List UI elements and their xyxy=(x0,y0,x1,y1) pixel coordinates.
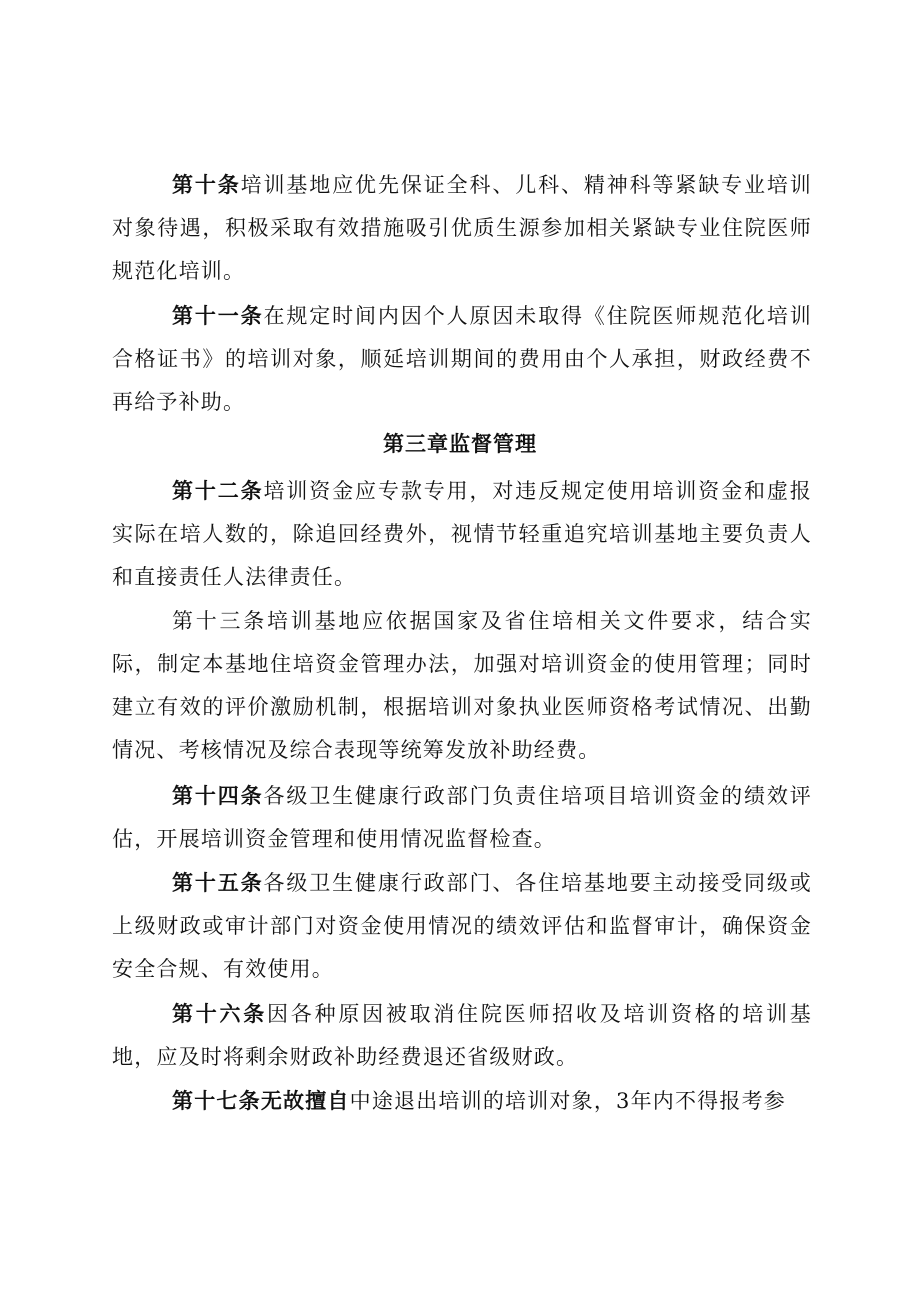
article-13-paragraph xyxy=(112,600,812,772)
article-14-heading: 第十四条 xyxy=(172,784,264,808)
article-15-text: 各级卫生健康行政部门、各住培基地要主动接受同级或上级财政或审计部门对资金使用情况的绩效评估和监督审计，确保资金安全合规、有效使用。 xyxy=(112,871,812,981)
article-17-paragraph xyxy=(112,1080,812,1123)
article-11-text: 在规定时间内因个人原因未取得《住院医师规范化培训合格证书》的培训对象，顺延培训期间的费用由个人承担，财政经费不再给予补助。 xyxy=(112,304,812,414)
article-17-heading: 第十七条 xyxy=(172,1089,261,1113)
article-16-text: 因各种原因被取消住院医师招收及培训资格的培训基地，应及时将剩余财政补助经费退还省级财政。 xyxy=(112,1002,812,1069)
article-12-paragraph xyxy=(112,470,812,599)
article-17-bold-text: 无故擅自 xyxy=(260,1089,350,1113)
article-12-text: 培训资金应专款专用，对违反规定使用培训资金和虚报实际在培人数的，除追回经费外，视情节轻重追究培训基地主要负责人和直接责任人法律责任。 xyxy=(112,479,812,589)
article-17-text: 中途退出培训的培训对象，3年内不得报考参 xyxy=(349,1089,786,1113)
article-11-heading: 第十一条 xyxy=(172,304,264,328)
article-13-text: 培训基地应依据国家及省住培相关文件要求，结合实际，制定本基地住培资金管理办法，加强对培训资金的使用管理；同时建立有效的评价激励机制，根据培训对象执业医师资格考试情况、出勤情况、考核情况及综合表现等统筹发放补助经费。 xyxy=(112,609,812,762)
article-10-text: 培训基地应优先保证全科、儿科、精神科等紧缺专业培训对象待遇，积极采取有效措施吸引优质生源参加相关紧缺专业住院医师规范化培训。 xyxy=(112,173,813,283)
article-10-heading: 第十条 xyxy=(172,173,241,197)
chapter-title: 第三章监督管理 xyxy=(383,432,537,456)
article-11-paragraph xyxy=(112,295,812,424)
article-16-paragraph xyxy=(112,993,812,1079)
article-15-paragraph xyxy=(112,862,812,991)
article-12-heading: 第十二条 xyxy=(172,479,264,503)
article-10-paragraph xyxy=(112,164,812,293)
article-16-heading: 第十六条 xyxy=(172,1002,268,1026)
article-14-paragraph xyxy=(112,775,812,861)
article-15-heading: 第十五条 xyxy=(172,871,264,895)
article-14-text: 各级卫生健康行政部门负责住培项目培训资金的绩效评估，开展培训资金管理和使用情况监督检查。 xyxy=(112,784,812,851)
article-13-heading: 第十三条 xyxy=(172,609,268,633)
